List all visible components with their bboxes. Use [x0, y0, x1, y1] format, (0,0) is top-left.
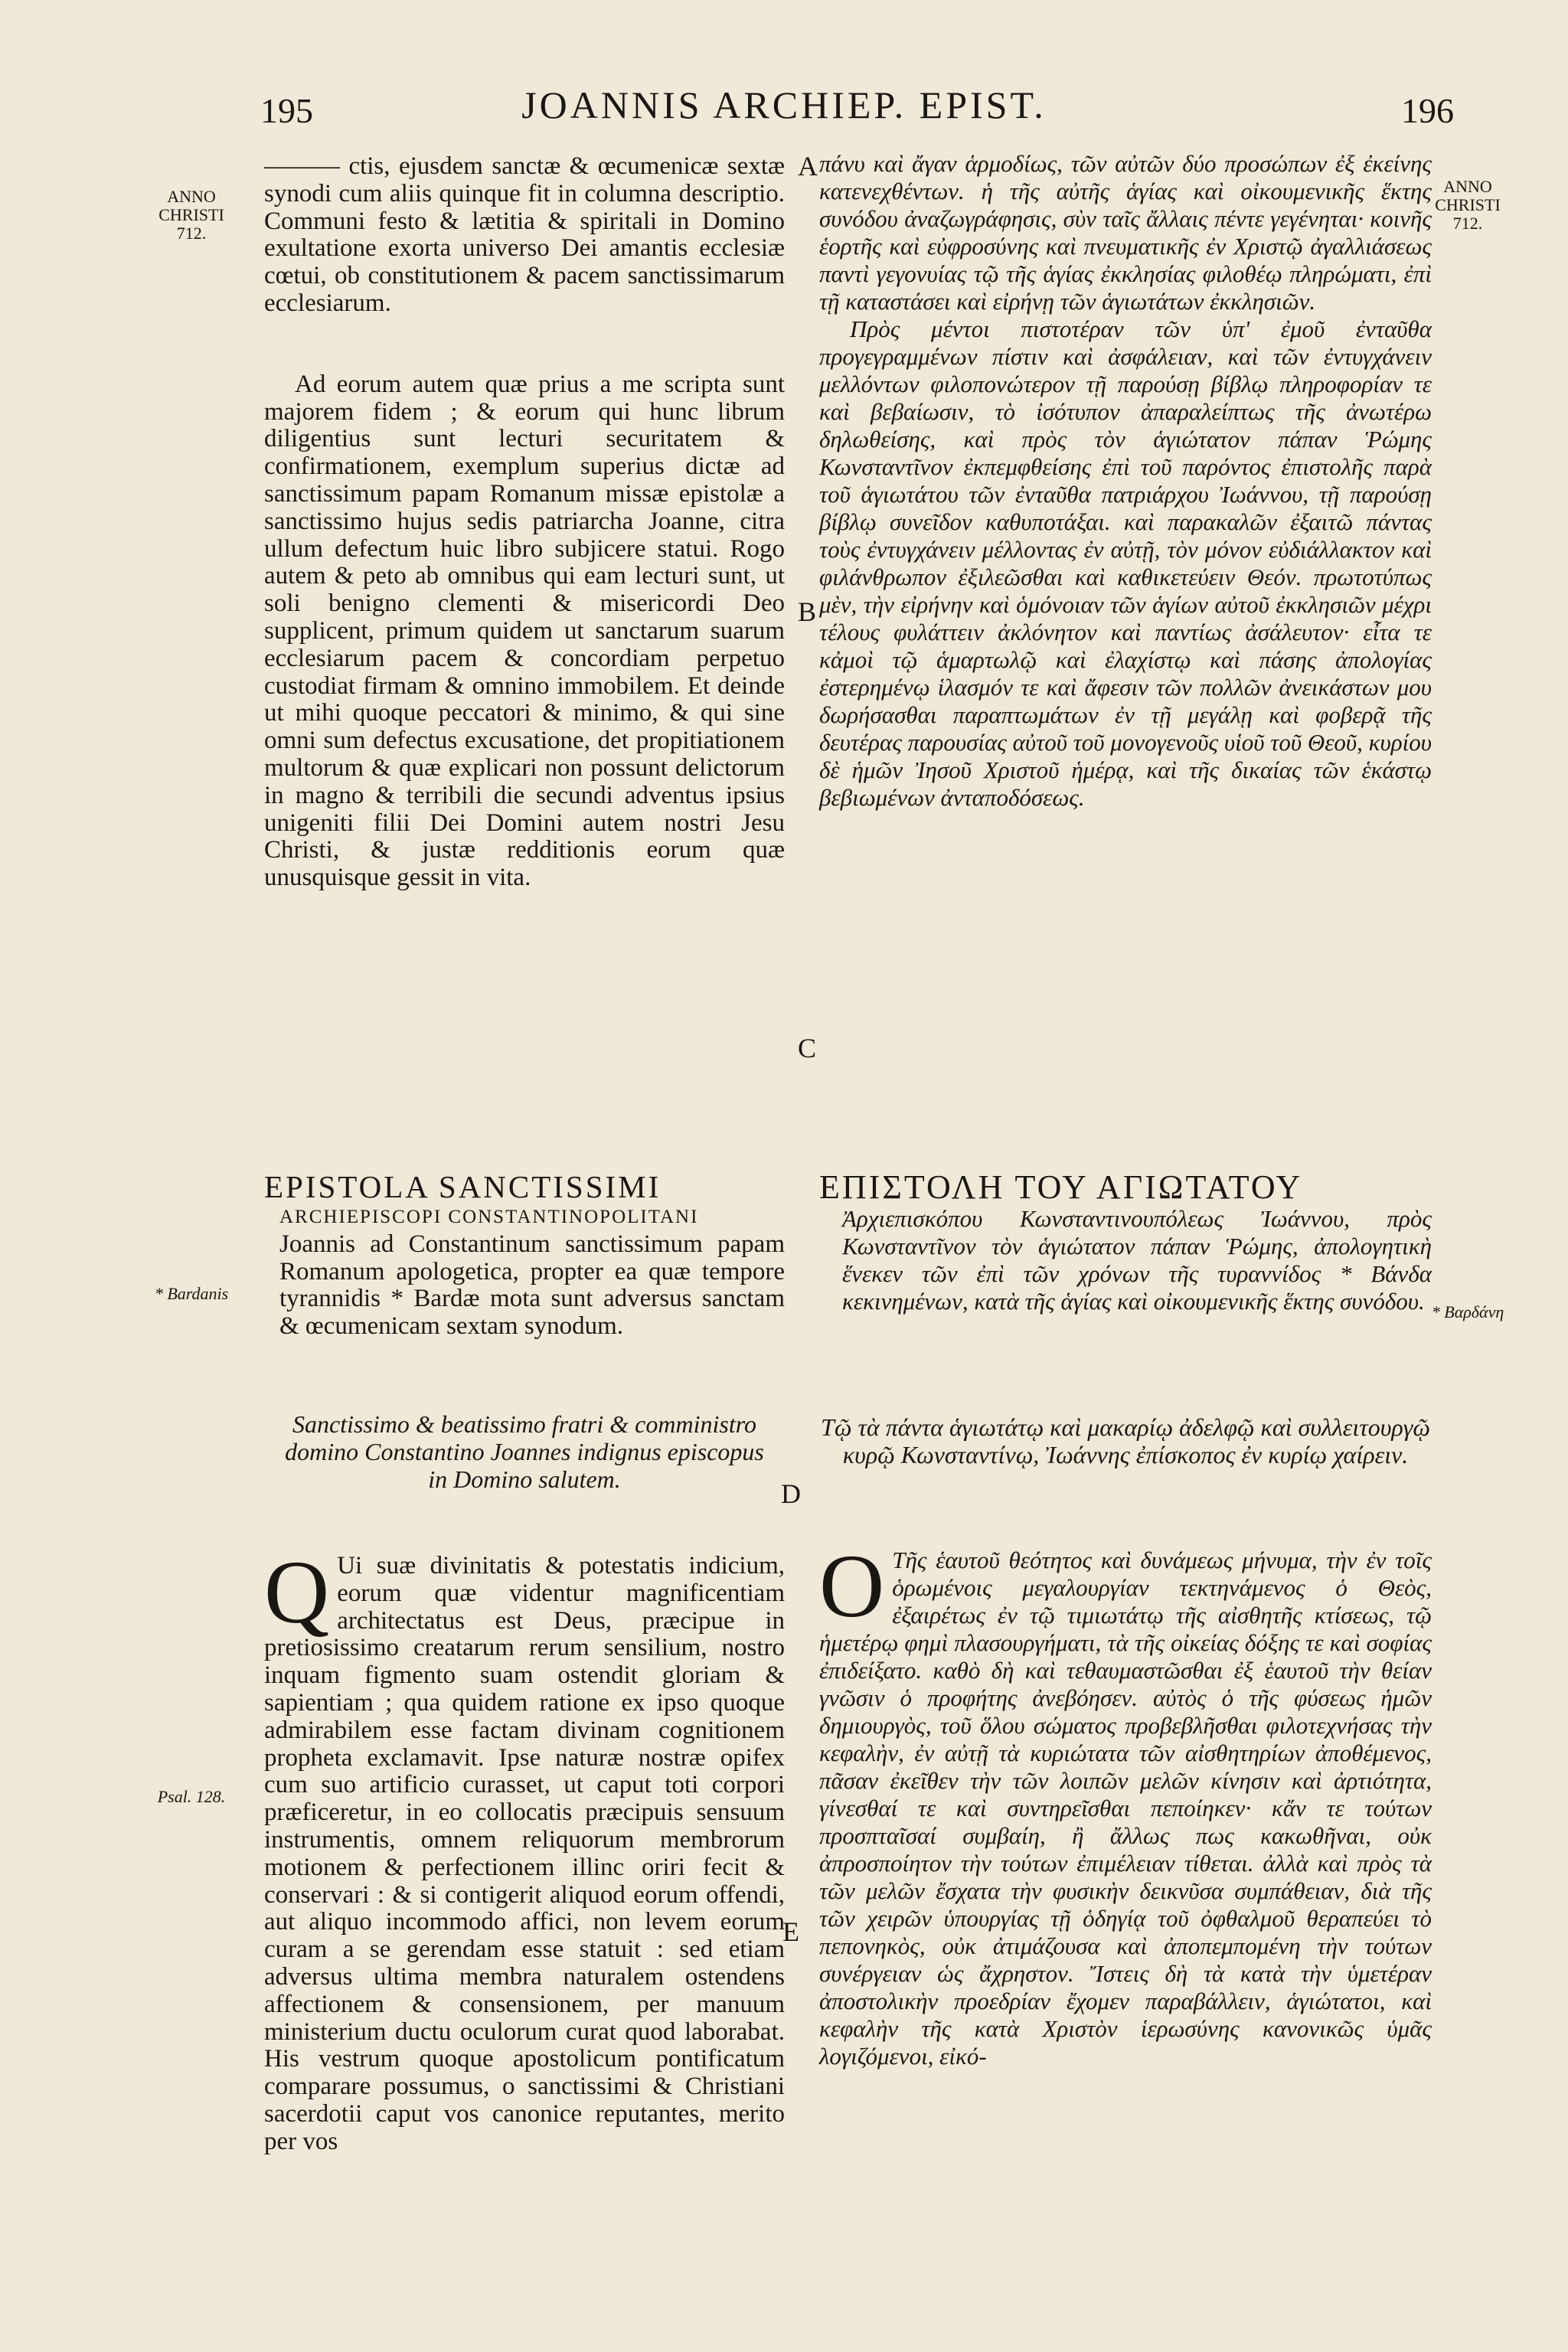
section-letter-e: E — [782, 1916, 799, 1947]
section-letter-b: B — [798, 596, 817, 627]
section-letter-c: C — [798, 1033, 817, 1063]
section-letter-d: D — [781, 1478, 801, 1509]
latin-epistle-subtitle: ARCHIEPISCOPI CONSTANTINOPOLITANI — [279, 1207, 699, 1227]
greek-epistle-heading — [819, 1170, 1432, 1315]
greek-epistle-title: ΕΠΙΣΤΟΛΗ ΤΟΥ ΑΓΙΩΤΑΤΟΥ — [819, 1168, 1303, 1206]
margin-anno-left: ANNO CHRISTI 712. — [158, 187, 224, 243]
latin-drop-cap: Q — [264, 1542, 330, 1642]
page-number-right: 196 — [1401, 91, 1454, 130]
greek-drop-cap: Ο — [819, 1536, 885, 1636]
greek-column-bottom — [819, 1536, 1432, 2343]
section-letter-a: A — [798, 151, 818, 181]
margin-psalm-ref: Psal. 128. — [157, 1787, 226, 1806]
latin-paragraph-2: Ad eorum autem quæ prius a me scripta sunt majorem fidem ; & eorum qui hunc librum diligentius sunt lecturi securitatem & confirmationem, exemplum superius dictæ ad sanctissimum papam Romanum missæ epistolæ a sanctissimo hujus sedis patriarcha Joanne, citra ullum defectum huic libro subjicere statui. Rogo autem & peto ab omnibus qui eam lecturi sunt, ut soli benigno clementi & misericordi Deo supplicent, primum quidem ut sanctarum suarum ecclesiarum pacem & concordiam perpetuo custodiat firmam & omnino immobilem. Et deinde ut mihi quoque peccatori & minimo, & qui sine omni sum defectus excusatione, det propitiationem multorum & quæ explicari non possunt delictorum in magno & terribili die secundi adventus ipsius unigeniti filii Dei Domini autem nostri Jesu Christi, & justæ redditionis eorum quæ unusquisque gessit in vita. — [264, 370, 785, 892]
latin-paragraph-3: Ui suæ divinitatis & potestatis indicium, eorum quæ videntur magnificentiam architectatus est Deus, præcipue in pretiosissimo creatarum rerum sensilium, nostro inquam figmento suam ostendit gloriam & sapientiam ; qua quidem ratione ex ipso quoque admirabilem esse factam divinam cognitionem propheta exclamavit. Ipse naturæ nostræ opifex cum suo artificio curasset, ut caput toti corpori præficeretur, in eo collocatis præcipuis sensuum instrumentis, omnem reliquorum membrorum motionem & perfectionem illinc oriri fecit & conservari : & si contigerit aliquod eorum offendi, aut aliquo incommodo affici, non levem eorum curam a se gerendam esse statuit : sed etiam adversus ultima membra naturalem ostendens affectionem & consensionem, per manuum ministerium ductu oculorum curat quod laborabat. His vestrum quoque apostolicum pontificatum comparare possumus, o sanctissimi & Christiani sacerdotii caput vos canonice reputantes, merito per vos — [264, 1552, 785, 2155]
latin-epistle-description: Joannis ad Constantinum sanctissimum papam Romanum apologetica, propter ea quæ tempore tyrannidis * Bardæ mota sunt adversus sanctam & œcumenicam sextam synodum. — [279, 1230, 785, 1341]
greek-column-top — [819, 150, 1432, 1138]
greek-paragraph-3: Τῆς ἑαυτοῦ θεότητος καὶ δυνάμεως μήνυμα, τὴν ἐν τοῖς ὁρωμένοις μεγαλουργίαν τεκτηνάμενος ὁ Θεὸς, ἐξαιρέτως ἐν τῷ τιμιωτάτῳ τῆς αἰσθητῆς κτίσεως, τῷ ἡμετέρῳ φημὶ πλασουργήματι, τὰ τῆς οἰκείας δόξης τε καὶ σοφίας ἐπιδείξατο. καθὸ δὴ καὶ τεθαυμαστῶσθαι ἐξ ἑαυτοῦ τὴν θείαν γνῶσιν ὁ προφήτης ἀνεβόησεν. αὐτὸς ὁ τῆς φύσεως ἡμῶν δημιουργὸς, τοῦ ὅλου σώματος προβεβλῆσθαι φιλοτεχνήσας τὴν κεφαλὴν, ἐν αὐτῇ τὰ κυριώτατα τῶν αἰσθητηρίων ἀποθέμενος, πᾶσαν ἐκεῖθεν τὴν τῶν λοιπῶν μελῶν κίνησιν καὶ ἀρτιότητα, γίνεσθαί τε καὶ συντηρεῖσθαι πεποίηκεν· κἄν τε τούτων προσπταῖσαί συμβαίη, ἢ ἄλλως πως κακωθῆναι, οὐκ ἀπροσποίητον τὴν τούτων ἐπιμέλειαν τίθεται. ἀλλὰ καὶ πρὸς τὰ τῶν μελῶν ἔσχατα τὴν φυσικὴν δεικνῦσα συμπάθειαν, διὰ τῆς τῶν χειρῶν ὑπουργίας τῇ ὁδηγίᾳ τοῦ ὀφθαλμοῦ θεραπεύει τὸ πεπονηκὸς, οὐκ ἀτιμάζουσα καὶ ἀποπεμπομένη τὴν τούτων συνέργειαν ὡς ἄχρηστον. Ἴστεις δὴ τὰ κατὰ τὴν ὑμετέραν ἀποστολικὴν προεδρίαν ἔχομεν παραβάλλειν, ἁγιώτατοι, καὶ κεφαλὴν τῆς κατὰ Χριστὸν ἱερωσύνης κανονικῶς ὑμᾶς λογιζόμενοι, εἰκό- — [819, 1547, 1432, 2069]
margin-bardanis: * Bardanis — [154, 1284, 229, 1303]
latin-column-bottom — [264, 1542, 785, 2326]
margin-bardanes-greek: * Βαρδάνη — [1431, 1302, 1504, 1321]
greek-paragraph-2: Πρὸς μέντοι πιστοτέραν τῶν ὑπ' ἐμοῦ ἐνταῦθα προγεγραμμένων πίστιν καὶ ἀσφάλειαν, καὶ τῶν ἐντυγχάνειν μελλόντων φιλοπονώτερον τῇ παρούσῃ βίβλῳ πληροφορίαν τε καὶ βεβαίωσιν, τὸ ἰσότυπον ἀπαραλείπτως τῆς ἀνωτέρω δηλωθείσης, καὶ πρὸς τὸν ἁγιώτατον πάπαν Ῥώμης Κωνσταντῖνον ἐκπεμφθείσης ἐπὶ τοῦ παρόντος ἐπιστολῆς παρὰ τοῦ ἁγιωτάτου τῶν ἐνταῦθα πατριάρχου Ἰωάννου, τῇ παρούσῃ βίβλῳ συνεῖδον καθυποτάξαι. καὶ παρακαλῶν ἐξαιτῶ πάντας τοὺς ἐντυγχάνειν μέλλοντας ἐν αὐτῇ, τὸν μόνον εὐδιάλλακτον καὶ φιλάνθρωπον ἐξιλεῶσθαι καὶ καθικετεύειν Θεόν. πρωτοτύπως μὲν, τὴν εἰρήνην καὶ ὁμόνοιαν τῶν ἁγίων αὐτοῦ ἐκκλησιῶν μέχρι τέλους φυλάττειν ἀκλόνητον καὶ παντίως ἀσάλευτον· εἶτα τε κἀμοὶ τῷ ἁμαρτωλῷ καὶ ἐλαχίστῳ καὶ πάσης ἀπολογίας ἐστερημένῳ ἱλασμόν τε καὶ ἄφεσιν τῶν πολλῶν ἀνεικάστων μου δωρήσασθαι παραπτωμάτων ἐν τῇ μεγάλῃ καὶ φοβερᾷ τῆς δευτέρας παρουσίας αὐτοῦ τοῦ μονογενοῦς υἱοῦ τοῦ Θεοῦ, κυρίου δὲ ἡμῶν Ἰησοῦ Χριστοῦ ἡμέρᾳ, καὶ τῆς δικαίας τῶν ἑκάστῳ βεβιωμένων ἀνταποδόσεως. — [819, 315, 1432, 811]
running-head: JOANNIS ARCHIEP. EPIST. — [521, 83, 1047, 126]
greek-salutation: Τῷ τὰ πάντα ἁγιωτάτῳ καὶ μακαρίῳ ἀδελφῷ καὶ συλλειτουργῷ κυρῷ Κωνσταντίνῳ, Ἰωάννης ἐπίσκοπος ἐν κυρίῳ χαίρειν. — [821, 1413, 1430, 1468]
latin-paragraph-1: ——— ctis, ejusdem sanctæ & œcumenicæ sextæ synodi cum aliis quinque fit in columna descriptio. Communi festo & lætitia & spiritali in Domino exultatione exorta universo Dei amantis ecclesiæ cœtui, ob constitutionem & pacem sanctissimarum ecclesiarum. — [264, 152, 785, 317]
page-number-left: 195 — [260, 91, 313, 130]
greek-epistle-description: Ἀρχιεπισκόπου Κωνσταντινουπόλεως Ἰωάννου, πρὸς Κωνσταντῖνον τὸν ἁγιώτατον πάπαν Ῥώμης, ἀπολογητικὴ ἕνεκεν τῶν ἐπὶ τῶν χρόνων τῆς τυραννίδος * Βάνδα κεκινημένων, κατὰ τῆς ἁγίας καὶ οἰκουμενικῆς ἕκτης συνόδου. — [842, 1205, 1432, 1315]
margin-anno-right: ANNO CHRISTI 712. — [1435, 177, 1501, 233]
latin-column-top — [264, 153, 785, 1133]
latin-epistle-heading — [264, 1170, 785, 1341]
greek-paragraph-1: πάνυ καὶ ἄγαν ἁρμοδίως, τῶν αὐτῶν δύο προσώπων ἐξ ἐκείνης κατενεχθέντων. ἡ τῆς αὐτῆς ἁγίας καὶ οἰκουμενικῆς ἕκτης συνόδου ἀναζωγράφησις, σὺν ταῖς ἄλλαις πέντε γεγένηται· κοινῆς ἑορτῆς καὶ εὐφροσύνης καὶ πνευματικῆς ἐν Χριστῷ ἀγαλλιάσεως παντὶ γεγονυίας τῷ τῆς ἁγίας ἐκκλησίας φιλοθέῳ πληρώματι, ἐπὶ τῇ καταστάσει καὶ εἰρήνῃ τῶν ἁγιωτάτων ἐκκλησιῶν. — [819, 150, 1432, 315]
latin-epistle-title: EPISTOLA SANCTISSIMI — [264, 1169, 662, 1204]
latin-salutation: Sanctissimo & beatissimo fratri & comministro domino Constantino Joannes indignus episcopus in Domino salutem. — [285, 1410, 764, 1493]
